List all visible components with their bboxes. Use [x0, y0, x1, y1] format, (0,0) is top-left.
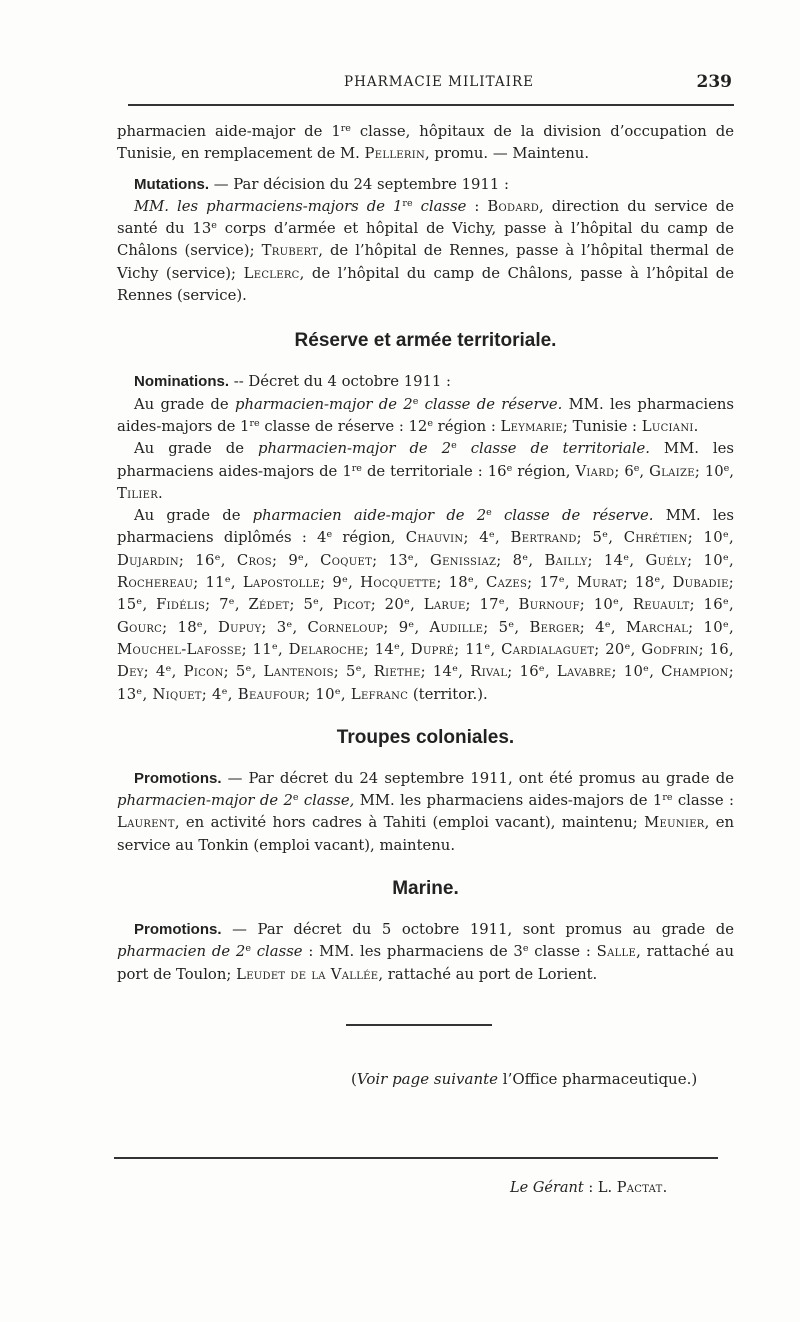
- section-heading-marine: Marine.: [392, 878, 459, 900]
- paragraph-grade-aide-major: Au grade de pharmacien aide-major de 2e classe de réserve. MM. les pharmaciens diplômés : 4e région, Chauvin; 4ᵉ, Bertrand; 5ᵉ, Chrétien; 10ᵉ, Dujardin; 16ᵉ, Cros; 9ᵉ, Coquet; 13ᵉ, Genissiaz; 8ᵉ, Bailly; 14ᵉ, Guély; 10ᵉ, Rochereau; 11ᵉ, Lapostolle; 9ᵉ, Hocquette; 18ᵉ, Cazes; 17ᵉ, Murat; 18ᵉ, Dubadie; 15ᵉ, Fidélis; 7ᵉ, Zédet; 5ᵉ, Picot; 20ᵉ, Larue; 17ᵉ, Burnouf; 10ᵉ, Reuault; 16ᵉ, Gourc; 18ᵉ, Dupuy; 3ᵉ, Corneloup; 9ᵉ, Audille; 5ᵉ, Berger; 4ᵉ, Marchal; 10ᵉ, Mouchel-Lafosse; 11ᵉ, Delaroche; 14ᵉ, Dupré; 11ᵉ, Cardialaguet; 20ᵉ, Godfrin; 16, Dey; 4ᵉ, Picon; 5ᵉ, Lantenois; 5ᵉ, Riethe; 14ᵉ, Rival; 16ᵉ, Lavabre; 10ᵉ, Champion; 13ᵉ, Niquet; 4ᵉ, Beaufour; 10ᵉ, Lefranc (territor.).: [117, 507, 734, 703]
- person-name: Pellerin: [364, 145, 425, 163]
- header-rule: [128, 104, 734, 106]
- paragraph-lead: Promotions.: [134, 921, 222, 939]
- paragraph-lead: Promotions.: [134, 769, 222, 787]
- paragraph-promotions-marine: Promotions. — Par décret du 5 octobre 1911, sont promus au grade de pharmacien de 2e classe : MM. les pharmaciens de 3e classe : Salle, rattaché au port de Toulon; Leudet de la Vallée, rattaché au port de Lorient.: [117, 921, 734, 983]
- section-heading-reserve: Réserve et armée territoriale.: [294, 330, 557, 352]
- section-heading-coloniales: Troupes coloniales.: [336, 726, 515, 748]
- paragraph-continuation: pharmacien aide-major de 1re classe, hôpitaux de la division d’occupation de Tunisie, en remplacement de M. Pellerin, promu. — Maintenu.: [117, 123, 734, 163]
- paragraph-mutations: Mutations. — Par décision du 24 septembre 1911 :: [134, 175, 509, 193]
- paragraph-lead: Mutations.: [134, 175, 209, 193]
- page-header: [118, 72, 732, 100]
- separator-rule: [346, 1024, 492, 1026]
- page-body: [117, 121, 734, 986]
- page-number: 239: [696, 72, 732, 92]
- paragraph-promotions-coloniales: Promotions. — Par décret du 24 septembre 1911, ont été promus au grade de pharmacien-major de 2e classe, MM. les pharmaciens aides-majors de 1re classe : Laurent, en activité hors cadres à Tahiti (emploi vacant), maintenu; Meunier, en service au Tonkin (emploi vacant), maintenu.: [117, 769, 734, 854]
- paragraph-mutations-body: MM. les pharmaciens-majors de 1re classe : Bodard, direction du service de santé du 13e corps d’armée et hôpital de Vichy, passe à l’hôpital du camp de Châlons (service); Trubert, de l’hôpital de Rennes, passe à l’hôpital thermal de Vichy (service); Leclerc, de l’hôpital du camp de Châlons, passe à l’hôpital de Rennes (service).: [117, 197, 734, 305]
- footer-rule: [114, 1157, 718, 1159]
- paragraph-nominations: Nominations. -- Décret du 4 octobre 1911 :: [134, 373, 452, 391]
- manager-signature: Le Gérant : L. Pactat.: [510, 1180, 668, 1196]
- continuation-note: (Voir page suivante l’Office pharmaceutique.): [351, 1070, 698, 1088]
- running-title: PHARMACIE MILITAIRE: [344, 74, 534, 90]
- paragraph-lead: Nominations.: [134, 373, 230, 391]
- paragraph-grade-territoriale: Au grade de pharmacien-major de 2e classe de territoriale. MM. les pharmaciens aides-majors de 1re de territoriale : 16e région, Viard; 6e, Glaize; 10e, Tilier.: [117, 440, 735, 502]
- paragraph-grade-reserve: Au grade de pharmacien-major de 2e classe de réserve. MM. les pharmaciens aides-majors de 1re classe de réserve : 12e région : Leymarie; Tunisie : Luciani.: [117, 395, 734, 435]
- name-list: Chauvin; 4ᵉ, Bertrand; 5ᵉ, Chrétien; 10ᵉ, Dujardin; 16ᵉ, Cros; 9ᵉ, Coquet; 13ᵉ, Genissiaz; 8ᵉ, Bailly; 14ᵉ, Guély; 10ᵉ, Rochereau; 11ᵉ, Lapostolle; 9ᵉ, Hocquette; 18ᵉ, Cazes; 17ᵉ, Murat; 18ᵉ, Dubadie; 15ᵉ, Fidélis; 7ᵉ, Zédet; 5ᵉ, Picot; 20ᵉ, Larue; 17ᵉ, Burnouf; 10ᵉ, Reuault; 16ᵉ, Gourc; 18ᵉ, Dupuy; 3ᵉ, Corneloup; 9ᵉ, Audille; 5ᵉ, Berger; 4ᵉ, Marchal; 10ᵉ, Mouchel-Lafosse; 11ᵉ, Delaroche; 14ᵉ, Dupré; 11ᵉ, Cardialaguet; 20ᵉ, Godfrin; 16, Dey; 4ᵉ, Picon; 5ᵉ, Lantenois; 5ᵉ, Riethe; 14ᵉ, Rival; 16ᵉ, Lavabre; 10ᵉ, Champion; 13ᵉ, Niquet; 4ᵉ, Beaufour; 10ᵉ, Lefranc: [117, 529, 734, 703]
